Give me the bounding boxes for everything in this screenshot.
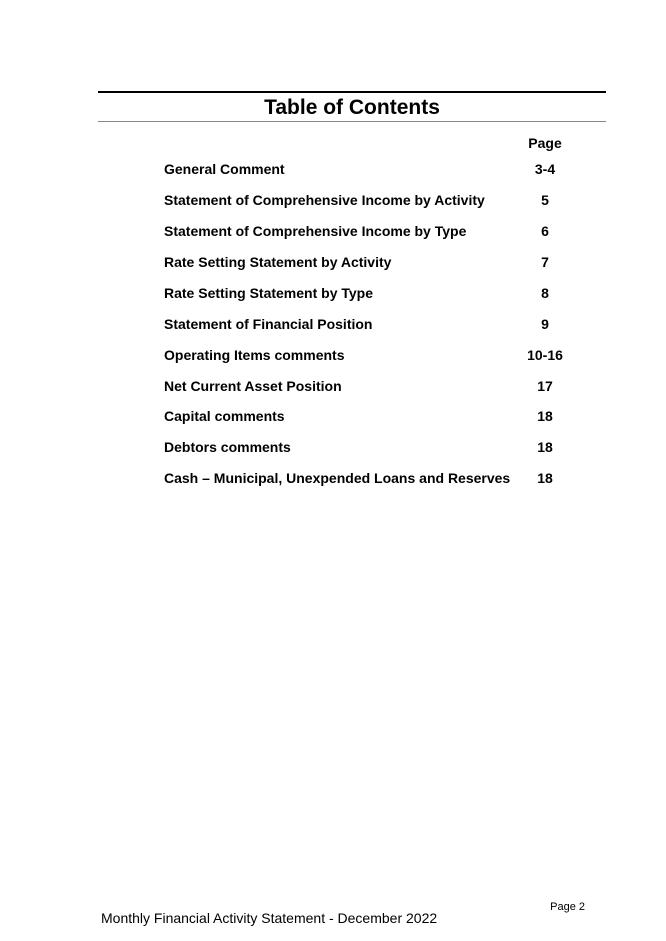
toc-entry xyxy=(164,191,584,209)
toc-entry xyxy=(164,469,584,487)
toc-entry xyxy=(164,222,584,240)
toc-entry xyxy=(164,407,584,425)
toc-entry-label: Net Current Asset Position xyxy=(164,378,342,394)
toc-entry-page: 17 xyxy=(537,378,553,394)
footer-document-title: Monthly Financial Activity Statement - December 2022 xyxy=(101,910,438,926)
page-column-header: Page xyxy=(528,135,562,151)
toc-entry-page: 3-4 xyxy=(534,161,556,177)
toc-entry-label: General Comment xyxy=(164,161,285,177)
toc-entry-label: Statement of Financial Position xyxy=(164,316,373,332)
title-top-rule xyxy=(98,91,606,93)
toc-entry-page: 7 xyxy=(541,254,549,270)
footer-page-number: Page 2 xyxy=(550,901,585,913)
toc-entry xyxy=(164,253,584,271)
page-title: Table of Contents xyxy=(264,96,440,119)
toc-entry-label: Operating Items comments xyxy=(164,347,345,363)
toc-entry-page: 9 xyxy=(541,316,549,332)
toc-entry-page: 18 xyxy=(537,439,553,455)
toc-entry xyxy=(164,438,584,456)
toc-entry-label: Rate Setting Statement by Activity xyxy=(164,254,392,270)
toc-entry-page: 18 xyxy=(537,408,553,424)
toc-entry-label: Statement of Comprehensive Income by Type xyxy=(164,223,467,239)
title-bottom-rule xyxy=(98,121,606,122)
toc-entry-label: Statement of Comprehensive Income by Activity xyxy=(164,192,485,208)
toc-entry xyxy=(164,377,584,395)
toc-entry-label: Capital comments xyxy=(164,408,285,424)
toc-entry xyxy=(164,284,584,302)
toc-entry-page: 6 xyxy=(541,223,549,239)
toc-entry-label: Cash – Municipal, Unexpended Loans and Reserves xyxy=(164,470,511,486)
toc-entry-page: 8 xyxy=(541,285,549,301)
toc-entry xyxy=(164,346,584,364)
toc-entry-label: Rate Setting Statement by Type xyxy=(164,285,374,301)
toc-entry xyxy=(164,315,584,333)
toc-entry-page: 10-16 xyxy=(527,347,563,363)
toc-entry-page: 5 xyxy=(541,192,549,208)
toc-entry-page: 18 xyxy=(537,470,553,486)
toc-entry xyxy=(164,160,584,178)
toc-entry-label: Debtors comments xyxy=(164,439,291,455)
